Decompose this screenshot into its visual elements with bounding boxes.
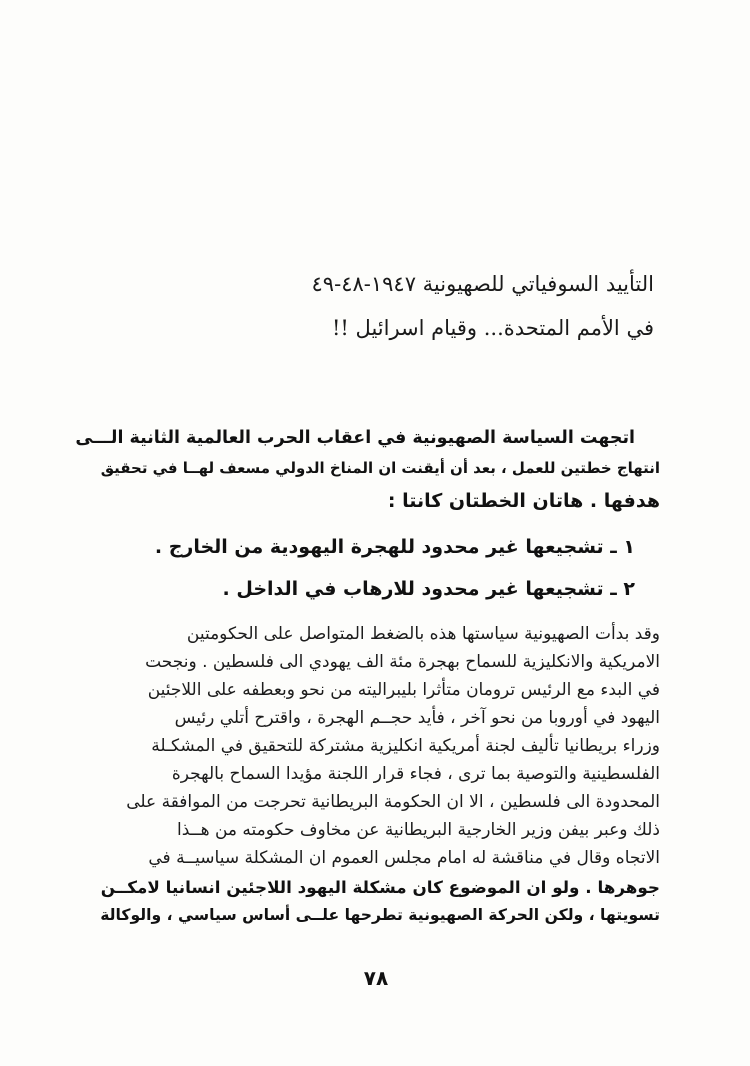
body-line-5: وزراء بريطانيا تأليف لجنة أمريكية انكليزية مشتركة للتحقيق في المشكـلة — [151, 736, 660, 756]
intro-line-3: هدفها . هاتان الخطتان كانتا : — [387, 490, 660, 512]
body-line-8: ذلك وعبر بيفن وزير الخارجية البريطانية عن مخاوف حكومته من هــذا — [177, 820, 660, 840]
body-line-11: تسويتها ، ولكن الحركة الصهيونية تطرحها علــى أساس سياسي ، والوكالة — [100, 906, 660, 924]
plan-item-1: ١ ـ تشجيعها غير محدود للهجرة اليهودية من الخارج . — [154, 536, 635, 558]
body-line-10: جوهرها . ولو ان الموضوع كان مشكلة اليهود اللاجئين انسانيا لامكــن — [100, 877, 660, 897]
page-number: ٧٨ — [363, 966, 389, 990]
body-line-4: اليهود في أوروبا من نحو آخر ، فأيد حجــم الهجرة ، واقترح أتلي رئيس — [174, 708, 660, 728]
body-line-3: في البدء مع الرئيس ترومان متأثرا بليبراليته من نحو وبعطفه على اللاجئين — [147, 680, 660, 700]
body-line-2: الامريكية والانكليزية للسماح بهجرة مئة الف يهودي الى فلسطين . ونجحت — [145, 652, 660, 672]
plan-item-2: ٢ ـ تشجيعها غير محدود للارهاب في الداخل . — [222, 578, 635, 600]
intro-line-2: انتهاج خطتين للعمل ، بعد أن أيقنت ان المناخ الدولي مسعف لهــا في تحقيق — [100, 459, 660, 477]
body-line-9: الاتجاه وقال في مناقشة له امام مجلس العموم ان المشكلة سياسيــة في — [148, 848, 660, 868]
intro-line-1: اتجهت السياسة الصهيونية في اعقاب الحرب العالمية الثانية الـــى — [75, 428, 635, 448]
chapter-title-line-2: في الأمم المتحدة... وقيام اسرائيل !! — [331, 316, 654, 340]
chapter-title-line-1: التأييد السوفياتي للصهيونية ١٩٤٧-٤٨-٤٩ — [311, 272, 654, 296]
body-line-6: الفلسطينية والتوصية بما ترى ، فجاء قرار اللجنة مؤيدا السماح بالهجرة — [171, 764, 660, 784]
body-line-7: المحدودة الى فلسطين ، الا ان الحكومة البريطانية تحرجت من الموافقة على — [126, 792, 660, 812]
body-line-1: وقد بدأت الصهيونية سياستها هذه بالضغط المتواصل على الحكومتين — [186, 624, 660, 644]
